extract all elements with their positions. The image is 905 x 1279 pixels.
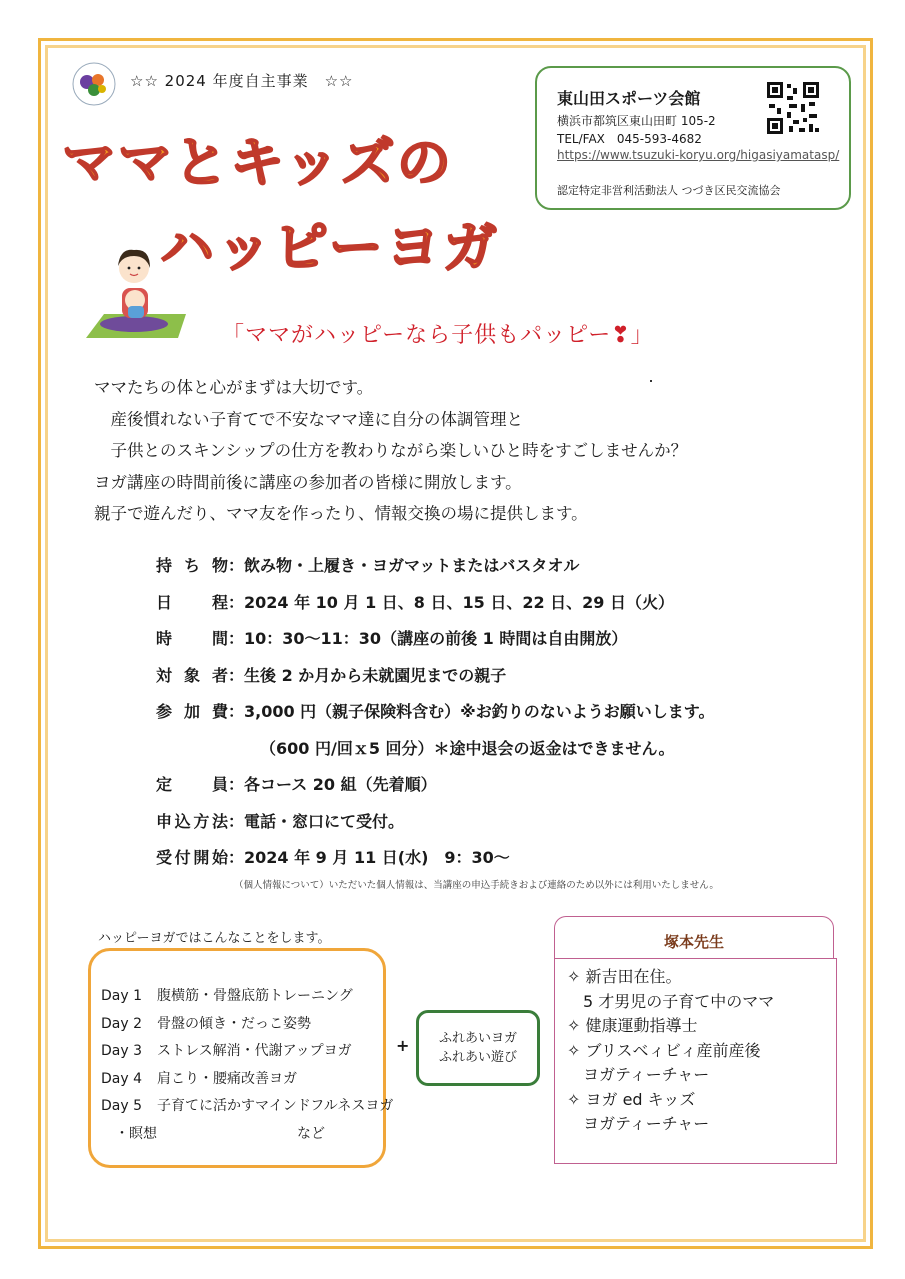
- fee-note: （600 円/回ｘ5 回分）＊途中退会の返金はできません。: [260, 738, 675, 758]
- contact-box: [535, 66, 851, 210]
- intro-line: 親子で遊んだり、ママ友を作ったり、情報交換の場に提供します。: [94, 504, 588, 523]
- day-label: Day 2: [101, 1015, 143, 1032]
- detail-value: ：2024 年 10 月 1 日、8 日、15 日、22 日、29 日（火）: [228, 592, 674, 612]
- teacher-header: [554, 916, 834, 959]
- day-text: 骨盤の傾き・だっこ姿勢: [157, 1015, 311, 1032]
- facility-tel: TEL/FAX 045-593-4682: [557, 132, 702, 146]
- detail-value: ：10：30～11：30（講座の前後 1 時間は自由開放）: [228, 629, 628, 648]
- detail-row-schedule: [156, 585, 714, 622]
- catchphrase: 「ママがハッピーなら子供もパッピー❣」: [222, 323, 654, 348]
- facility-address: 横浜市都筑区東山田町 105-2: [557, 114, 716, 128]
- detail-value: ：飲み物・上履き・ヨガマットまたはバスタオル: [228, 556, 580, 575]
- detail-row-reception-start: [156, 840, 714, 877]
- plus-sign: +: [396, 1036, 410, 1055]
- day-text: 肩こり・腰痛改善ヨガ: [157, 1070, 297, 1087]
- day-label: Day 3: [101, 1043, 143, 1059]
- detail-label: 対象者: [156, 665, 228, 685]
- title-line-1: ママとキッズの: [62, 131, 453, 194]
- qr-code-icon[interactable]: [765, 80, 821, 136]
- intro-text: [94, 372, 687, 530]
- day-label: Day 4: [101, 1070, 143, 1087]
- intro-line: ヨガ講座の時間前後に講座の参加者の皆様に開放します。: [94, 472, 522, 492]
- privacy-notice: （個人情報について）いただいた個人情報は、当講座の申込手続きおよび連絡のため以外には利用いたしません。: [234, 880, 719, 891]
- teacher-profile-box: [554, 958, 837, 1164]
- detail-value: ：3,000 円（親子保険料含む）※お釣りのないようお願いします。: [228, 702, 715, 721]
- list-item: ✧ 健康運動指導士: [567, 1016, 698, 1035]
- teacher-name: 塚本先生: [663, 933, 724, 951]
- detail-label: 時間: [156, 629, 228, 648]
- detail-label: 持ち物: [156, 556, 228, 575]
- teacher-profile-list: [567, 965, 774, 1137]
- mother-and-baby-yoga-illustration: [82, 238, 192, 342]
- facility-name: 東山田スポーツ会館: [557, 89, 701, 108]
- intro-line: 子供とのスキンシップの仕方を教わりながら楽しいひと時をすごしませんか？: [94, 441, 688, 460]
- list-item: ✧ ブリスベィビィ産前産後: [567, 1040, 761, 1060]
- list-item: 5 才男児の子育て中のママ: [567, 991, 775, 1011]
- detail-value: ：2024 年 9 月 11 日(水) 9：30～: [228, 848, 510, 867]
- list-item: [101, 1011, 393, 1039]
- list-item: ヨガティーチャー: [567, 1065, 710, 1084]
- list-item: ヨガティーチャー: [567, 1114, 710, 1133]
- event-details: [156, 548, 714, 877]
- list-item: [101, 1093, 393, 1121]
- detail-label: 参加費: [156, 702, 228, 721]
- list-item: ✧ ヨガ ed キッズ: [567, 1089, 696, 1109]
- extra-activity: ふれあいヨガ: [438, 1031, 517, 1046]
- detail-label: 日程: [156, 592, 228, 612]
- day-label: Day 5: [101, 1098, 143, 1114]
- extra-activities-box: [416, 1010, 540, 1086]
- detail-row-capacity: [156, 767, 714, 804]
- detail-row-target: [156, 658, 714, 695]
- intro-line: ママたちの体と心がまずは大切です。: [94, 378, 374, 397]
- program-days-box: [88, 948, 394, 1168]
- program-lead: ハッピーヨガではこんなことをします。: [98, 931, 331, 946]
- detail-value: ：生後 2 か月から未就園児までの親子: [228, 665, 507, 685]
- detail-row-fee: [156, 694, 714, 731]
- detail-row-time: [156, 621, 714, 658]
- intro-line: 産後慣れない子育てで不安なママ達に自分の体調管理と: [94, 409, 523, 429]
- title-line-2: ハッピーヨガ: [160, 216, 500, 279]
- day-text: 子育てに活かすマインドフルネスヨガ: [157, 1098, 394, 1114]
- fiscal-year-header: ☆☆ 2024 年度自主事業 ☆☆: [130, 72, 354, 90]
- organization-name: 認定特定非営利活動法人 つづき区民交流協会: [557, 184, 781, 197]
- detail-label: 受付開始: [156, 848, 228, 867]
- list-item: ・瞑想 など: [101, 1125, 325, 1142]
- detail-value: ：各コース 20 組（先着順）: [228, 775, 437, 794]
- detail-row-items: [156, 548, 714, 585]
- detail-label: 定員: [156, 775, 228, 794]
- day-label: Day 1: [101, 988, 143, 1004]
- day-text: 腹横筋・骨盤底筋トレーニング: [157, 988, 353, 1004]
- list-item: [101, 1066, 393, 1094]
- facility-url-link[interactable]: https://www.tsuzuki-koryu.org/higasiyamatasp/: [557, 148, 840, 162]
- list-item: [101, 983, 393, 1011]
- detail-row-application: [156, 804, 714, 841]
- detail-value: ：電話・窓口にて受付。: [228, 811, 405, 831]
- association-emblem-icon: [70, 60, 118, 108]
- list-item: ✧ 新吉田在住。: [567, 967, 682, 986]
- list-item: [101, 1038, 393, 1066]
- stray-dot: [650, 380, 652, 382]
- detail-label: 申込方法: [156, 811, 228, 831]
- program-days-list: [101, 983, 393, 1148]
- extra-activity: ふれあい遊び: [438, 1050, 517, 1065]
- day-text: ストレス解消・代謝アップヨガ: [157, 1043, 352, 1059]
